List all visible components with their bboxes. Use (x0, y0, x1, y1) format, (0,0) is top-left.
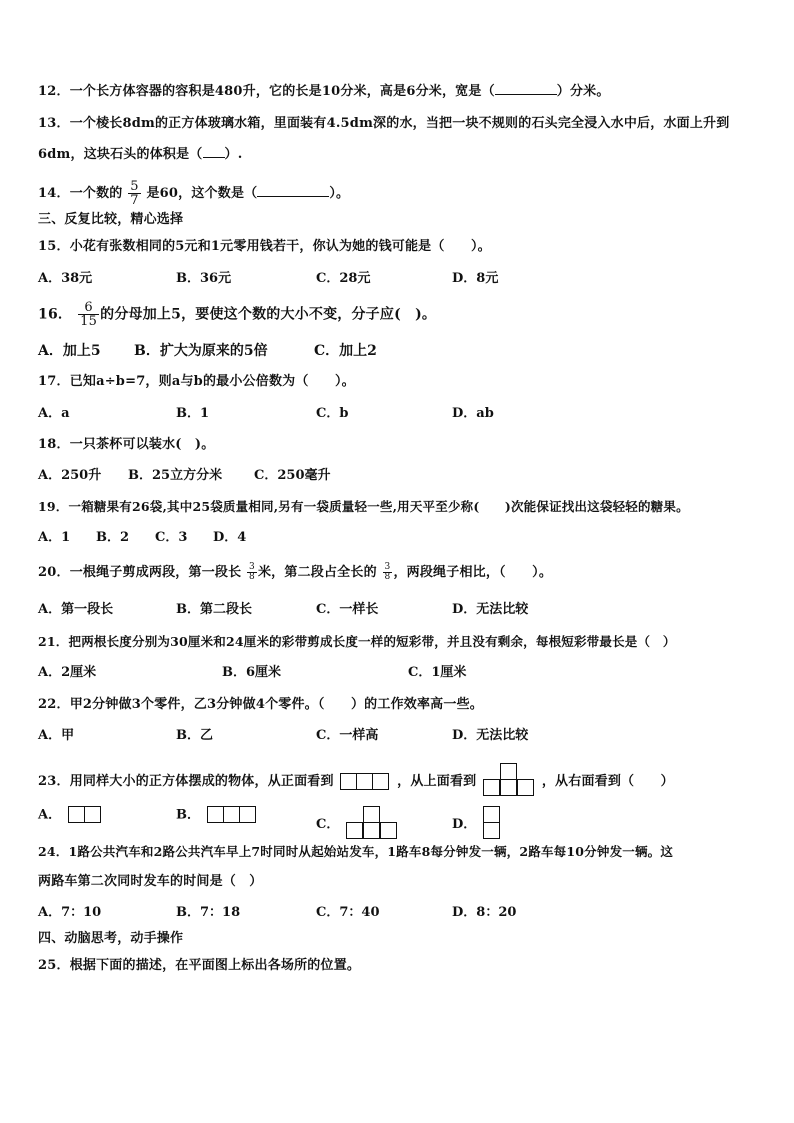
option-c[interactable]: C．一样长 (316, 602, 379, 617)
option-d[interactable]: D．无法比较 (452, 728, 529, 743)
option-d[interactable]: D． (452, 806, 503, 840)
option-a[interactable]: A．38元 (38, 271, 93, 286)
question-12: 12．一个长方体容器的容积是480升，它的长是10分米，高是6分米，宽是（ ）分米。 (38, 84, 610, 99)
question-23: 23．用同样大小的正方体摆成的物体，从正面看到 ，从上面看到 ，从右面看到（ ） (38, 763, 674, 797)
option-b[interactable]: B．25立方分米 (128, 468, 223, 483)
answer-blank (495, 82, 557, 95)
question-18: 18．一只茶杯可以装水( )。 (38, 437, 215, 452)
option-a[interactable]: A．250升 (38, 468, 102, 483)
option-c[interactable]: C．b (316, 406, 349, 421)
option-a[interactable]: A．1 (38, 530, 71, 545)
option-c[interactable]: C．250毫升 (254, 468, 331, 483)
option-b[interactable]: B．2 (96, 530, 130, 545)
answer-blank (257, 184, 329, 197)
option-b[interactable]: B．36元 (176, 271, 232, 286)
option-c[interactable]: C．一样高 (316, 728, 379, 743)
option-d[interactable]: D．8元 (452, 271, 499, 286)
option-b[interactable]: B．第二段长 (176, 602, 252, 617)
option-d-figure (483, 806, 501, 840)
option-c[interactable]: C．1厘米 (408, 665, 467, 680)
question-20: 20．一根绳子剪成两段，第一段长 $\frac{3}{8}$ 米，第二段占全长的 $\frac{3}{8}$ ，两段绳子相比，（ ）。 (38, 562, 553, 582)
question-13-line2: 6dm，这块石头的体积是（ ）. (38, 147, 243, 162)
option-a[interactable]: A．第一段长 (38, 602, 114, 617)
question-14: 14．一个数的 $\frac{5}{7}$ 是60，这个数是（ ）。 (38, 179, 350, 208)
option-b[interactable]: B．扩大为原来的5倍 (134, 343, 268, 359)
option-a-figure (68, 806, 102, 824)
question-15: 15．小花有张数相同的5元和1元零用钱若干，你认为她的钱可能是（ ）。 (38, 239, 491, 254)
option-d[interactable]: D．ab (452, 406, 494, 421)
question-24-line1: 24．1路公共汽车和2路公共汽车早上7时同时从起始站发车，1路车8每分钟发一辆，2路车每10分钟发一辆。这 (38, 844, 674, 859)
section-4-title: 四、动脑思考，动手操作 (38, 931, 184, 946)
option-c[interactable]: C．7：40 (316, 905, 380, 920)
question-24-line2: 两路车第二次同时发车的时间是（ ） (38, 874, 263, 889)
answer-blank (203, 145, 225, 158)
option-b-figure (207, 806, 257, 824)
option-a[interactable]: A．7：10 (38, 905, 102, 920)
option-c[interactable]: C．28元 (316, 271, 371, 286)
option-a[interactable]: A．2厘米 (38, 665, 97, 680)
option-d[interactable]: D．8：20 (452, 905, 517, 920)
front-view-figure (340, 773, 390, 791)
question-19: 19．一箱糖果有26袋,其中25袋质量相同,另有一袋质量轻一些,用天平至少称( )次能保证找出这袋轻轻的糖果。 (38, 499, 689, 514)
option-c[interactable]: C．加上2 (314, 343, 377, 359)
option-a[interactable]: A．加上5 (38, 343, 101, 359)
option-b[interactable]: B． (176, 806, 259, 825)
question-17: 17．已知a÷b=7，则a与b的最小公倍数为（ ）。 (38, 374, 355, 389)
question-21: 21．把两根长度分别为30厘米和24厘米的彩带剪成长度一样的短彩带，并且没有剩余，每根短彩带最长是（ ） (38, 634, 676, 649)
question-16: 16． $\frac{6}{15}$ 的分母加上5，要使这个数的大小不变，分子应( )。 (38, 300, 437, 329)
option-c[interactable]: C． (316, 806, 400, 840)
option-b[interactable]: B．1 (176, 406, 210, 421)
fraction: $\frac{3}{8}$ (249, 562, 255, 582)
option-a[interactable]: A．甲 (38, 728, 75, 743)
option-b[interactable]: B．7：18 (176, 905, 241, 920)
top-view-figure (483, 763, 535, 797)
question-23-options (38, 806, 758, 838)
fraction: $\frac{6}{15}$ (80, 300, 98, 329)
section-3-title: 三、反复比较，精心选择 (38, 212, 184, 227)
question-22: 22．甲2分钟做3个零件，乙3分钟做4个零件。（ ）的工作效率高一些。 (38, 697, 483, 712)
question-25: 25．根据下面的描述，在平面图上标出各场所的位置。 (38, 958, 361, 973)
question-13-line1: 13．一个棱长8dm的正方体玻璃水箱，里面装有4.5dm深的水，当把一块不规则的石头完全浸入水中后，水面上升到 (38, 116, 730, 131)
option-c[interactable]: C．3 (155, 530, 188, 545)
option-a[interactable]: A． (38, 806, 104, 825)
option-d[interactable]: D．4 (213, 530, 247, 545)
option-b[interactable]: B．乙 (176, 728, 213, 743)
fraction: $\frac{3}{8}$ (384, 562, 391, 582)
fraction: $\frac{5}{7}$ (130, 179, 139, 208)
option-d[interactable]: D．无法比较 (452, 602, 529, 617)
option-c-figure (346, 806, 398, 840)
option-b[interactable]: B．6厘米 (222, 665, 282, 680)
option-a[interactable]: A．a (38, 406, 70, 421)
